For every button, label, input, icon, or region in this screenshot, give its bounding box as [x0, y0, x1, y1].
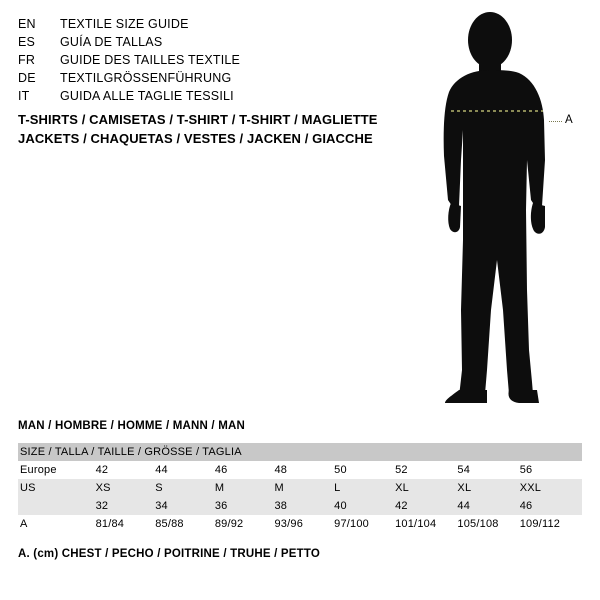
- row-cell: 46: [215, 461, 275, 479]
- measure-label-a: A: [565, 114, 574, 126]
- row-cell: 52: [395, 461, 457, 479]
- row-cell: M: [274, 479, 334, 497]
- row-cell: 50: [334, 461, 395, 479]
- male-silhouette-icon: [415, 10, 590, 405]
- language-text: GUIDA ALLE TAGLIE TESSILI: [60, 89, 234, 103]
- row-cell: 48: [274, 461, 334, 479]
- garment-types: [18, 110, 418, 148]
- row-cell: 93/96: [274, 515, 334, 533]
- language-row: [18, 87, 398, 105]
- size-table: [18, 443, 582, 533]
- table-header-row: [18, 443, 582, 461]
- row-cell: S: [155, 479, 215, 497]
- row-cell: 89/92: [215, 515, 275, 533]
- row-cell: M: [215, 479, 275, 497]
- row-cell: XL: [395, 479, 457, 497]
- row-cell: XXL: [520, 479, 582, 497]
- row-cell: 44: [155, 461, 215, 479]
- row-cell: 38: [274, 497, 334, 515]
- language-code: IT: [18, 89, 30, 103]
- language-row: [18, 51, 398, 69]
- language-text: GUÍA DE TALLAS: [60, 35, 163, 49]
- row-cell: 42: [96, 461, 156, 479]
- row-cell: 85/88: [155, 515, 215, 533]
- garment-line-tshirts: T-SHIRTS / CAMISETAS / T-SHIRT / T-SHIRT / MAGLIETTE: [18, 112, 378, 127]
- language-text: TEXTILGRÖSSENFÜHRUNG: [60, 71, 232, 85]
- row-label: Europe: [18, 461, 96, 479]
- table-row: [18, 479, 582, 497]
- row-cell: L: [334, 479, 395, 497]
- language-text: TEXTILE SIZE GUIDE: [60, 17, 189, 31]
- row-cell: 97/100: [334, 515, 395, 533]
- row-cell: 81/84: [96, 515, 156, 533]
- table-row: [18, 497, 582, 515]
- row-label: US: [18, 479, 96, 497]
- row-cell: 36: [215, 497, 275, 515]
- row-cell: 109/112: [520, 515, 582, 533]
- row-cell: XL: [457, 479, 519, 497]
- row-cell: XS: [96, 479, 156, 497]
- row-cell: 40: [334, 497, 395, 515]
- row-label: A: [18, 515, 96, 533]
- language-list: [18, 15, 398, 105]
- row-cell: 32: [96, 497, 156, 515]
- table-section-title: MAN / HOMBRE / HOMME / MANN / MAN: [18, 420, 246, 432]
- row-cell: 101/104: [395, 515, 457, 533]
- measure-leader-line: [549, 121, 562, 122]
- table-footnote: A. (cm) CHEST / PECHO / POITRINE / TRUHE / PETTO: [18, 548, 321, 560]
- body-figure: [415, 10, 590, 405]
- language-code: FR: [18, 53, 36, 67]
- table-header-label: SIZE / TALLA / TAILLE / GRÖSSE / TAGLIA: [18, 443, 582, 461]
- language-row: [18, 33, 398, 51]
- row-cell: 44: [457, 497, 519, 515]
- row-cell: 56: [520, 461, 582, 479]
- language-code: DE: [18, 71, 36, 85]
- garment-line-jackets: JACKETS / CHAQUETAS / VESTES / JACKEN / GIACCHE: [18, 131, 373, 146]
- language-code: ES: [18, 35, 36, 49]
- table-row: [18, 515, 582, 533]
- row-cell: 42: [395, 497, 457, 515]
- language-text: GUIDE DES TAILLES TEXTILE: [60, 53, 241, 67]
- row-label: [18, 497, 96, 515]
- language-row: [18, 69, 398, 87]
- language-row: [18, 15, 398, 33]
- row-cell: 46: [520, 497, 582, 515]
- row-cell: 54: [457, 461, 519, 479]
- language-code: EN: [18, 17, 36, 31]
- table-row: [18, 461, 582, 479]
- row-cell: 105/108: [457, 515, 519, 533]
- row-cell: 34: [155, 497, 215, 515]
